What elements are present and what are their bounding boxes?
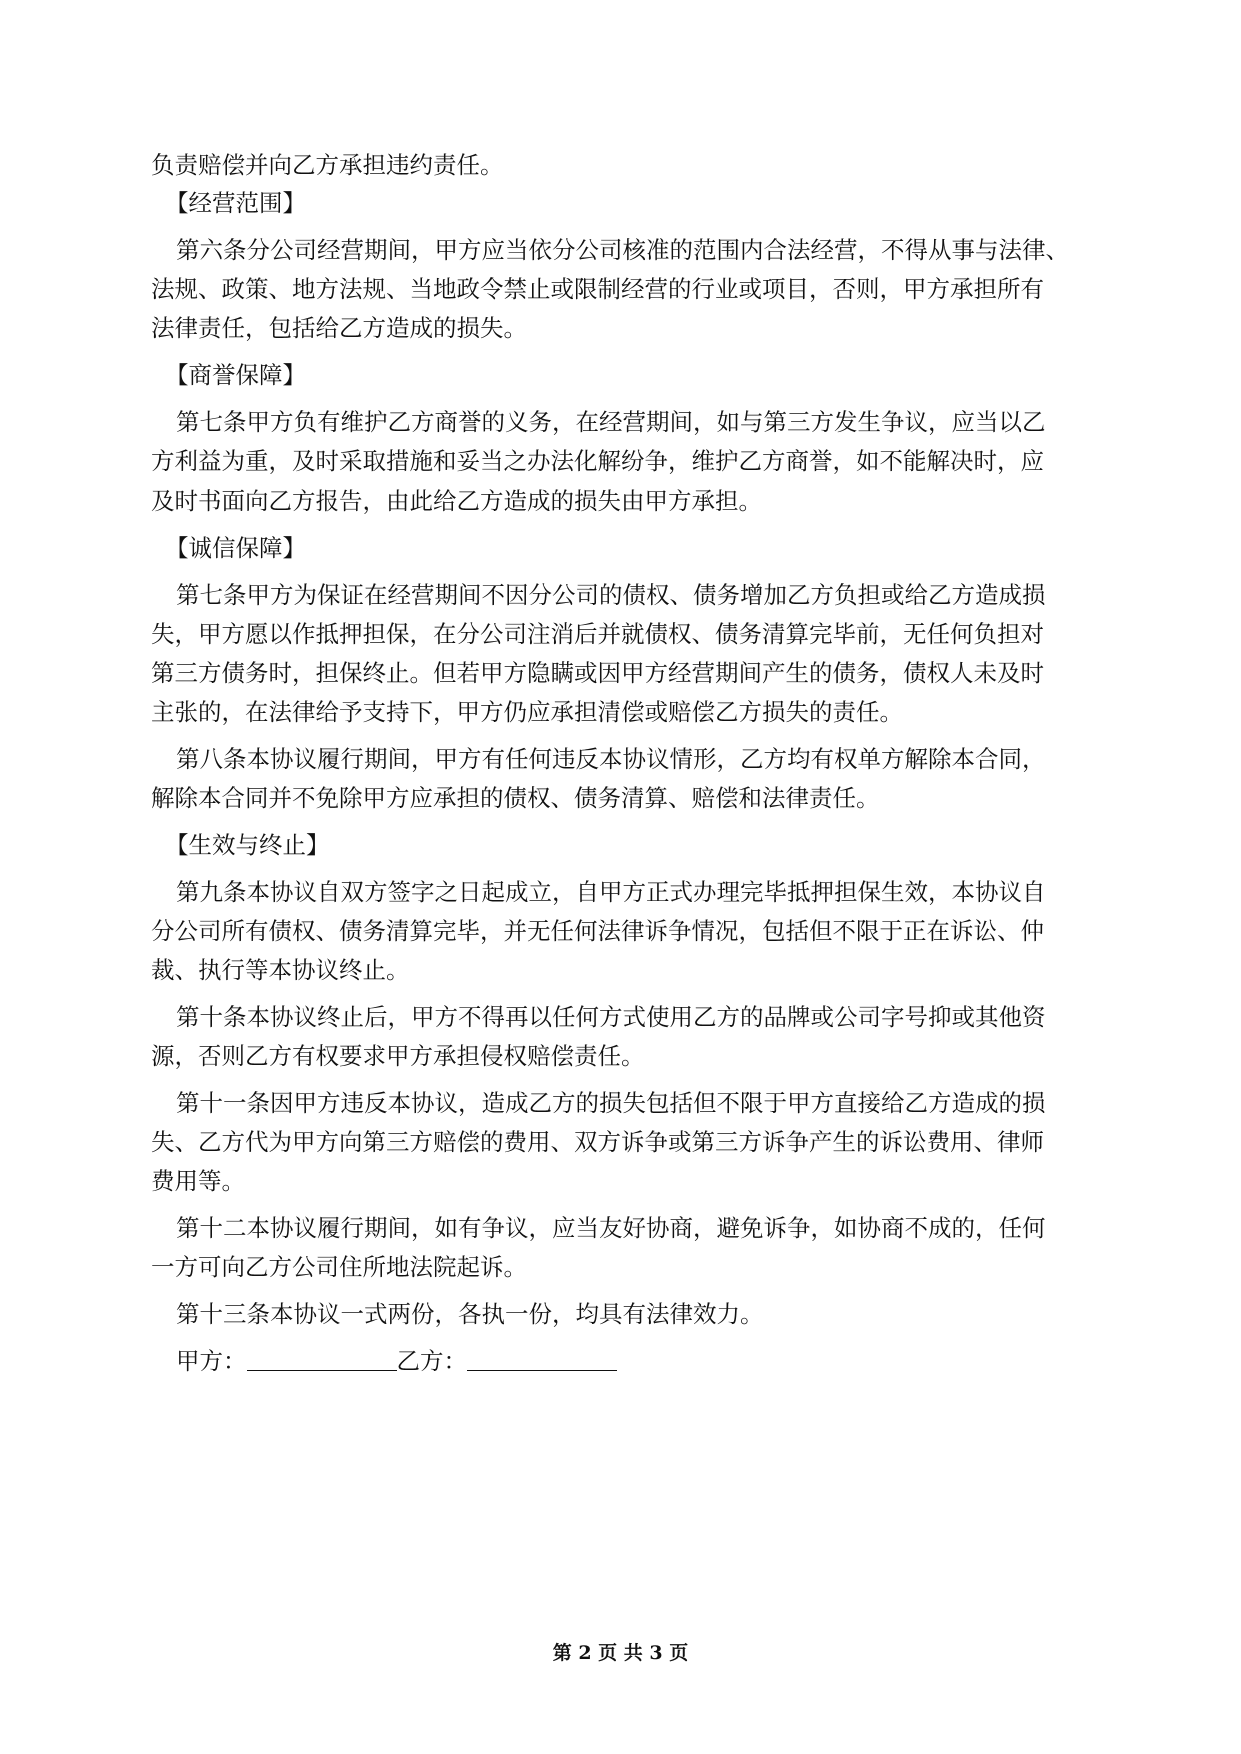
text-line: 主张的，在法律给予支持下，甲方仍应承担清偿或赔偿乙方损失的责任。 <box>151 698 903 726</box>
party-a-blank <box>247 1348 397 1371</box>
text-line: 失，甲方愿以作抵押担保，在分公司注消后并就债权、债务清算完毕前，无任何负担对 <box>151 620 1044 648</box>
text-line: 第六条分公司经营期间，甲方应当依分公司核准的范围内合法经营，不得从事与法律、 <box>176 236 1069 264</box>
section-heading: 【诚信保障】 <box>165 534 306 562</box>
text-line: 第三方债务时，担保终止。但若甲方隐瞒或因甲方经营期间产生的债务，债权人未及时 <box>151 659 1044 687</box>
page-number: 第 2 页 共 3 页 <box>552 1642 689 1664</box>
text-line: 第九条本协议自双方签字之日起成立，自甲方正式办理完毕抵押担保生效，本协议自 <box>176 878 1046 906</box>
text-line: 解除本合同并不免除甲方应承担的债权、债务清算、赔偿和法律责任。 <box>151 784 880 812</box>
text-line: 负责赔偿并向乙方承担违约责任。 <box>151 151 504 179</box>
text-line: 第十三条本协议一式两份，各执一份，均具有法律效力。 <box>176 1300 764 1328</box>
section-heading: 【生效与终止】 <box>165 831 330 859</box>
text-line: 第七条甲方负有维护乙方商誉的义务，在经营期间，如与第三方发生争议，应当以乙 <box>176 408 1046 436</box>
signature-line <box>176 1346 617 1376</box>
text-line: 第十条本协议终止后，甲方不得再以任何方式使用乙方的品牌或公司字号抑或其他资 <box>176 1003 1046 1031</box>
party-b-blank <box>467 1348 617 1371</box>
text-line: 第七条甲方为保证在经营期间不因分公司的债权、债务增加乙方负担或给乙方造成损 <box>176 581 1046 609</box>
text-line: 一方可向乙方公司住所地法院起诉。 <box>151 1253 527 1281</box>
text-line: 及时书面向乙方报告，由此给乙方造成的损失由甲方承担。 <box>151 487 762 515</box>
text-line: 源，否则乙方有权要求甲方承担侵权赔偿责任。 <box>151 1042 645 1070</box>
text-line: 分公司所有债权、债务清算完毕，并无任何法律诉争情况，包括但不限于正在诉讼、仲 <box>151 917 1044 945</box>
text-line: 裁、执行等本协议终止。 <box>151 956 410 984</box>
text-line: 法律责任，包括给乙方造成的损失。 <box>151 314 527 342</box>
text-line: 第八条本协议履行期间，甲方有任何违反本协议情形，乙方均有权单方解除本合同， <box>176 745 1046 773</box>
party-a-label: 甲方： <box>176 1347 247 1375</box>
text-line: 第十一条因甲方违反本协议，造成乙方的损失包括但不限于甲方直接给乙方造成的损 <box>176 1089 1046 1117</box>
text-line: 第十二本协议履行期间，如有争议，应当友好协商，避免诉争，如协商不成的，任何 <box>176 1214 1046 1242</box>
text-line: 方利益为重，及时采取措施和妥当之办法化解纷争，维护乙方商誉，如不能解决时，应 <box>151 447 1044 475</box>
text-line: 失、乙方代为甲方向第三方赔偿的费用、双方诉争或第三方诉争产生的诉讼费用、律师 <box>151 1128 1044 1156</box>
text-line: 费用等。 <box>151 1167 245 1195</box>
text-line: 法规、政策、地方法规、当地政令禁止或限制经营的行业或项目，否则，甲方承担所有 <box>151 275 1044 303</box>
party-b-label: 乙方： <box>396 1347 467 1375</box>
section-heading: 【商誉保障】 <box>165 361 306 389</box>
section-heading: 【经营范围】 <box>165 189 306 217</box>
